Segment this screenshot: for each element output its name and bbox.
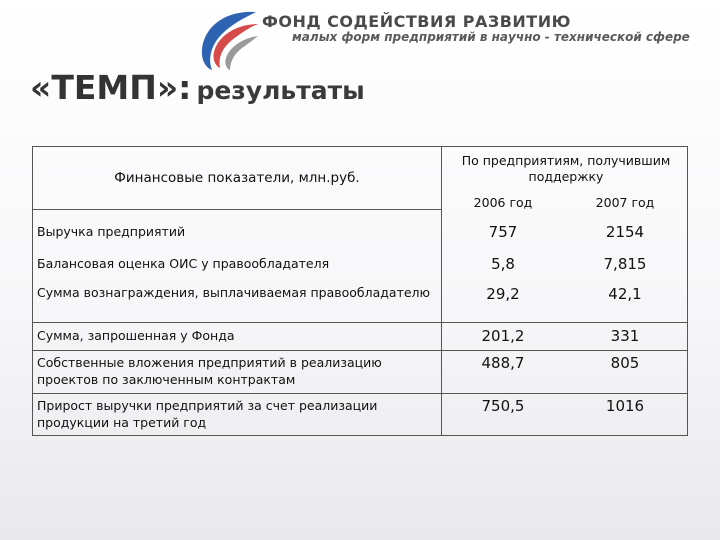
table-divider bbox=[441, 147, 442, 209]
table-divider bbox=[33, 350, 687, 351]
table-cell-2007: 42,1 bbox=[608, 285, 642, 303]
supported-enterprises-header: По предприятиям, получившим поддержку bbox=[461, 153, 671, 184]
table-divider bbox=[441, 322, 442, 435]
title-main: «ТЕМП»: bbox=[30, 68, 192, 107]
table-cell-2006: 757 bbox=[488, 223, 518, 241]
org-name: ФОНД СОДЕЙСТВИЯ РАЗВИТИЮ bbox=[262, 12, 571, 31]
table-cell-2007: 1016 bbox=[605, 397, 645, 415]
table-cell-2006: 29,2 bbox=[486, 285, 520, 303]
org-subtitle: малых форм предприятий в научно - технической сфере bbox=[292, 30, 690, 44]
table-cell-2006: 488,7 bbox=[481, 354, 525, 372]
table-row-label: Собственные вложения предприятий в реализацию проектов по заключенным контрактам bbox=[37, 355, 382, 387]
table-divider bbox=[33, 209, 441, 210]
table-row-label: Прирост выручки предприятий за счет реализации продукции на третий год bbox=[37, 398, 378, 430]
title-sub: результаты bbox=[196, 76, 365, 105]
table-row-label: Сумма, запрошенная у Фонда bbox=[37, 328, 235, 343]
table-cell-2007: 805 bbox=[610, 354, 640, 372]
table-cell-2007: 7,815 bbox=[603, 255, 647, 273]
table-cell-2007: 2154 bbox=[605, 223, 645, 241]
table-cell-2007: 331 bbox=[610, 327, 640, 345]
year-header-2006: 2006 год bbox=[473, 194, 533, 210]
page-title bbox=[30, 68, 365, 107]
table-row-label: Балансовая оценка ОИС у правообладателя bbox=[37, 256, 330, 271]
swoosh-logo-icon bbox=[196, 6, 260, 72]
table-divider bbox=[33, 322, 687, 323]
table-cell-2006: 5,8 bbox=[491, 255, 515, 273]
table-cell-2006: 201,2 bbox=[481, 327, 525, 345]
financial-results-table bbox=[32, 146, 688, 436]
year-header-2007: 2007 год bbox=[595, 194, 655, 210]
table-row-label: Сумма вознаграждения, выплачиваемая правообладателю bbox=[37, 285, 431, 300]
table-cell-2006: 750,5 bbox=[481, 397, 525, 415]
table-divider bbox=[441, 209, 442, 322]
indicator-column-header: Финансовые показатели, млн.руб. bbox=[114, 170, 360, 186]
table-divider bbox=[33, 393, 687, 394]
table-row-label: Выручка предприятий bbox=[37, 224, 186, 239]
